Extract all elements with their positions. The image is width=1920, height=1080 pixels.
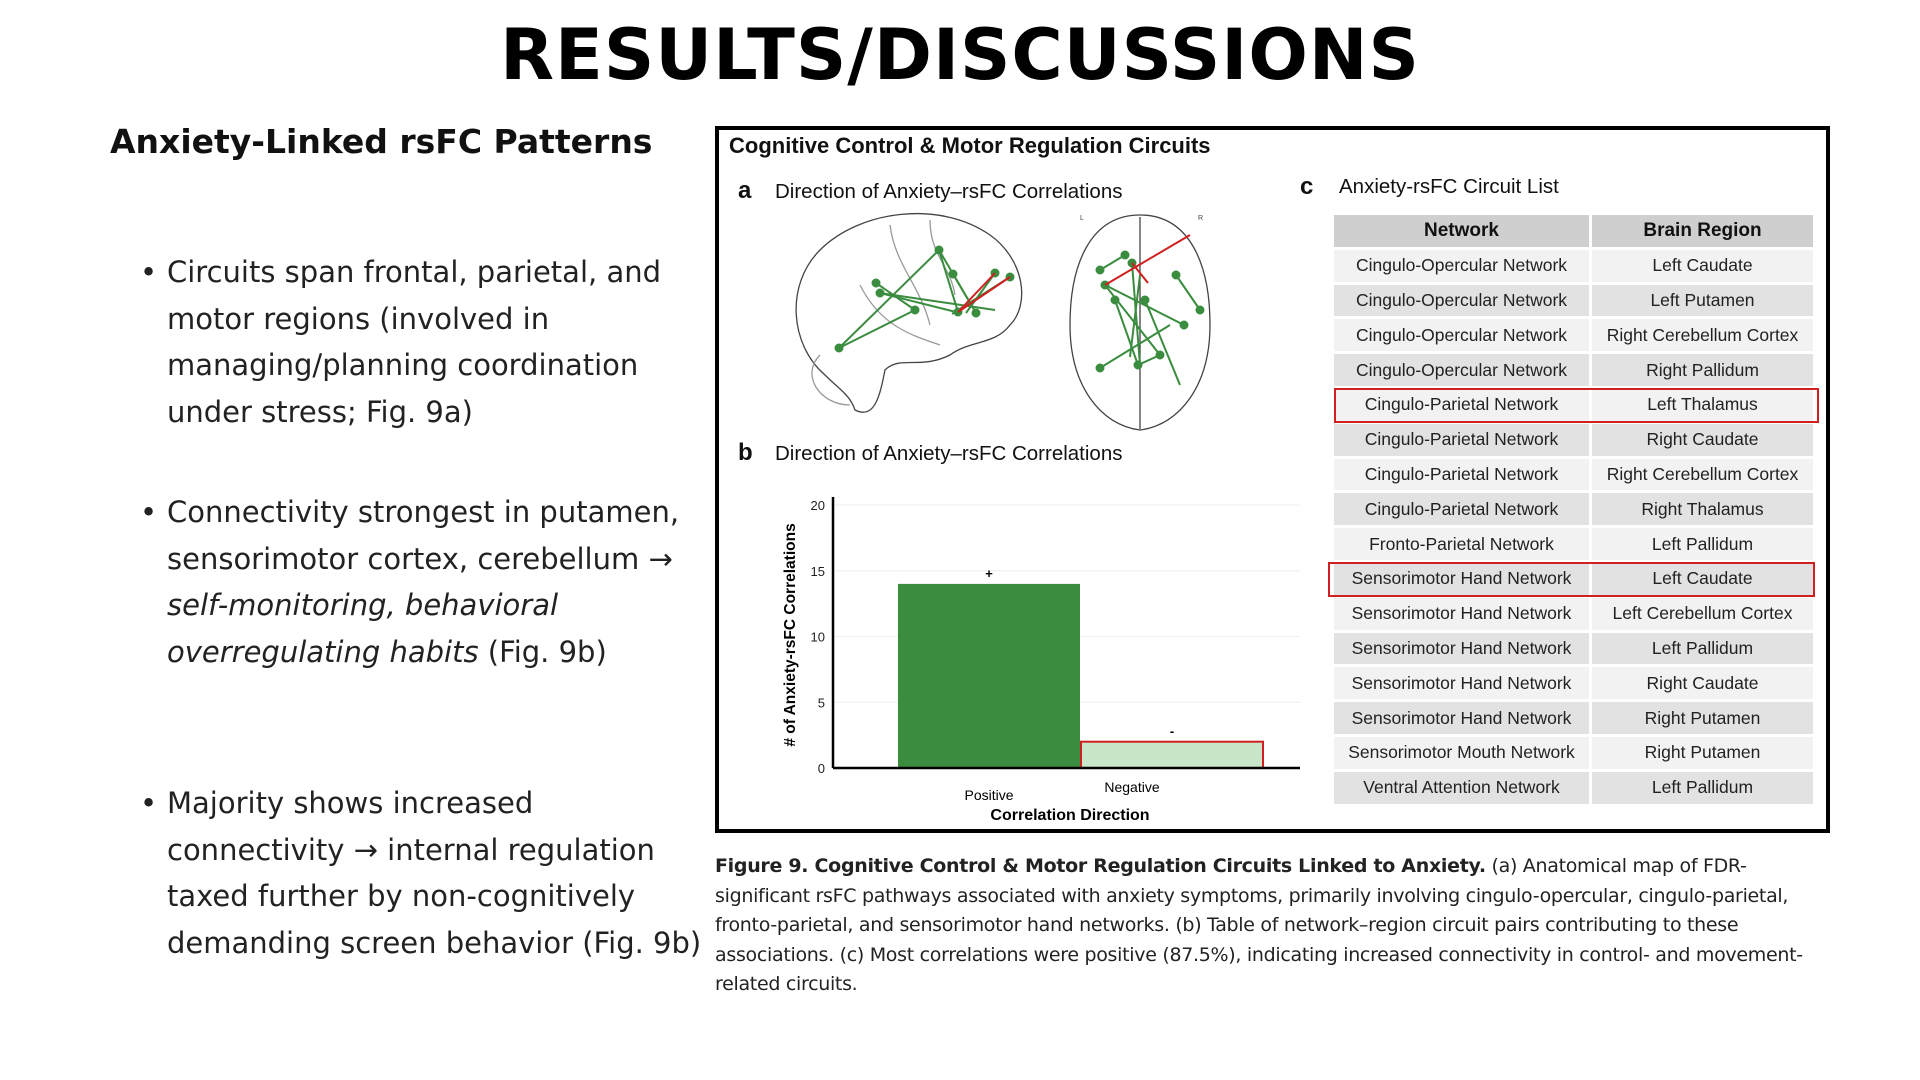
y-tick-label: 10: [810, 629, 825, 645]
caption-text: (a) Anatomical map of FDR-significant rsFC pathways associated with anxiety symptoms, primarily involving cingulo-opercular, cingulo-parietal, fronto-parietal, and sensorimotor hand networks. (b) Table of network–region circuit pairs contributing to these associations. (c) Most correlations were positive (87.5%), indicating increased connectivity in control- and movement-related circuits.: [715, 855, 1803, 995]
brain-region-cell: Left Cerebellum Cortex: [1592, 598, 1813, 630]
brain-region-cell: Right Pallidum: [1592, 354, 1813, 386]
table-row: [1334, 702, 1813, 734]
brain-region-cell: Left Pallidum: [1592, 633, 1813, 665]
brain-region-cell: Left Caudate: [1592, 563, 1813, 595]
brain-region-cell: Right Cerebellum Cortex: [1592, 459, 1813, 491]
brain-region-cell: Right Cerebellum Cortex: [1592, 319, 1813, 351]
table-row: [1334, 598, 1813, 630]
bar-positive: [898, 584, 1080, 768]
table-row: [1334, 493, 1813, 525]
panel-b-label: b: [738, 439, 753, 466]
bullet-item: [140, 780, 710, 966]
table-row: [1334, 285, 1813, 317]
figure-caption: [715, 852, 1825, 1000]
brain-region-cell: Right Caudate: [1592, 667, 1813, 699]
brain-region-cell: Left Pallidum: [1592, 528, 1813, 560]
table-row: [1334, 737, 1813, 769]
network-cell: Cingulo-Parietal Network: [1334, 389, 1589, 421]
brain-region-cell: Right Putamen: [1592, 702, 1813, 734]
bullet-text-after: (Fig. 9b): [478, 634, 607, 669]
panel-b-title: Direction of Anxiety–rsFC Correlations: [775, 442, 1123, 465]
bar-label: +: [985, 565, 993, 581]
table-row: [1334, 772, 1813, 804]
y-tick-label: 5: [817, 695, 825, 711]
table-row: [1334, 667, 1813, 699]
network-cell: Cingulo-Opercular Network: [1334, 285, 1589, 317]
brain-region-cell: Right Thalamus: [1592, 493, 1813, 525]
bullet-dot-icon: •: [140, 255, 158, 289]
bar-label: -: [1169, 723, 1175, 739]
right-marker: R: [1198, 215, 1204, 222]
network-cell: Sensorimotor Mouth Network: [1334, 737, 1589, 769]
top-brain-view: [1070, 215, 1210, 430]
network-cell: Fronto-Parietal Network: [1334, 528, 1589, 560]
table-row: [1334, 354, 1813, 386]
network-cell: Sensorimotor Hand Network: [1334, 598, 1589, 630]
y-tick-label: 15: [810, 563, 825, 579]
network-cell: Sensorimotor Hand Network: [1334, 702, 1589, 734]
brain-region-cell: Left Caudate: [1592, 250, 1813, 282]
brain-region-cell: Left Putamen: [1592, 285, 1813, 317]
network-cell: Cingulo-Opercular Network: [1334, 354, 1589, 386]
network-cell: Cingulo-Parietal Network: [1334, 424, 1589, 456]
bar-chart: [770, 490, 1310, 830]
table-row: [1334, 528, 1813, 560]
bullet-dot-icon: •: [140, 786, 158, 820]
left-marker: L: [1080, 215, 1084, 222]
column-header-network: Network: [1334, 215, 1589, 247]
network-cell: Sensorimotor Hand Network: [1334, 633, 1589, 665]
bullet-text: Connectivity strongest in putamen, sensorimotor cortex, cerebellum →: [167, 495, 680, 576]
brain-connectivity-maps: [780, 205, 1250, 440]
brain-region-cell: Right Putamen: [1592, 737, 1813, 769]
bullet-item: [140, 489, 710, 675]
network-cell: Sensorimotor Hand Network: [1334, 563, 1589, 595]
table-row: [1334, 250, 1813, 282]
y-tick-label: 0: [817, 761, 825, 776]
brain-region-cell: Left Pallidum: [1592, 772, 1813, 804]
bullet-dot-icon: •: [140, 495, 158, 529]
table-row: [1334, 459, 1813, 491]
y-tick-label: 20: [810, 498, 825, 513]
network-cell: Cingulo-Opercular Network: [1334, 250, 1589, 282]
y-axis-label: # of Anxiety-rsFC Correlations: [782, 523, 799, 747]
brain-region-cell: Left Thalamus: [1592, 389, 1813, 421]
x-tick-label: Negative: [1104, 779, 1160, 795]
network-cell: Cingulo-Opercular Network: [1334, 319, 1589, 351]
bullet-text: Majority shows increased connectivity → internal regulation taxed further by non-cognitively demanding screen behavior (Fig. 9b): [167, 786, 702, 960]
highlight-box: [1328, 562, 1815, 597]
lateral-connections: [836, 247, 1014, 352]
caption-title: Figure 9. Cognitive Control & Motor Regulation Circuits Linked to Anxiety.: [715, 855, 1486, 877]
bullet-italic-text: self-monitoring, behavioral overregulating habits: [167, 588, 559, 669]
table-row: [1334, 319, 1813, 351]
highlight-box: [1334, 388, 1819, 423]
page-title: RESULTS/DISCUSSIONS: [500, 14, 1420, 96]
network-cell: Sensorimotor Hand Network: [1334, 667, 1589, 699]
top-connections: [1097, 252, 1204, 386]
panel-c-title: Anxiety-rsFC Circuit List: [1339, 175, 1559, 198]
bullet-text: Circuits span frontal, parietal, and motor regions (involved in managing/planning coordination under stress; Fig. 9a): [167, 255, 662, 429]
bullet-item: [140, 249, 710, 435]
figure-title: Cognitive Control & Motor Regulation Circuits: [729, 133, 1211, 158]
panel-c-label: c: [1300, 173, 1314, 200]
panel-a-title: Direction of Anxiety–rsFC Correlations: [775, 180, 1123, 203]
table-row: [1334, 633, 1813, 665]
network-cell: Cingulo-Parietal Network: [1334, 493, 1589, 525]
bar-negative: [1081, 742, 1263, 768]
column-header-brain-region: Brain Region: [1592, 215, 1813, 247]
circuit-table: [1331, 212, 1816, 807]
network-cell: Cingulo-Parietal Network: [1334, 459, 1589, 491]
brain-region-cell: Right Caudate: [1592, 424, 1813, 456]
panel-a-label: a: [738, 177, 752, 204]
table-row: [1334, 424, 1813, 456]
x-tick-label: Positive: [964, 787, 1014, 803]
x-axis-label: Correlation Direction: [990, 807, 1150, 824]
section-heading: Anxiety-Linked rsFC Patterns: [110, 122, 653, 161]
network-cell: Ventral Attention Network: [1334, 772, 1589, 804]
